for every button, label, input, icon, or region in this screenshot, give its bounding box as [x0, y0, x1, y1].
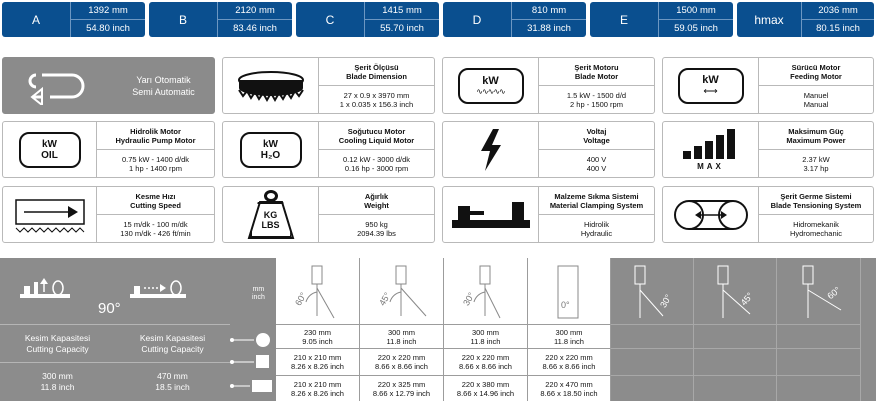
- dimension-key: E: [619, 12, 628, 27]
- rect-capacity-mm: 220 x 380 mm: [461, 379, 510, 389]
- motor-icon: [443, 58, 539, 113]
- angle-column-right-30: [611, 258, 694, 401]
- card-title-tr: Şerit Motoru: [574, 62, 619, 72]
- wave-icon: ∿∿∿∿∿: [476, 87, 505, 96]
- card-value: Hydraulic: [580, 228, 613, 238]
- card-title-tr: Sürücü Motor: [791, 62, 841, 72]
- capacity-tr: Kesim Kapasitesi: [24, 332, 91, 343]
- blade-angle-30-icon: [444, 258, 528, 324]
- double-arrow-icon: ⟷: [703, 86, 718, 97]
- round-capacity-inch: 9.05 inch: [302, 336, 333, 346]
- dimension-key: hmax: [754, 12, 784, 27]
- card-title-en: Feeding Motor: [790, 71, 842, 81]
- rect-capacity-mm: 220 x 470 mm: [545, 379, 593, 389]
- capacity-en: Cutting Capacity: [26, 343, 89, 354]
- capacity-inch: 11.8 inch: [40, 382, 75, 392]
- card-value: Hydromechanic: [789, 228, 843, 238]
- card-title-en: Cutting Speed: [130, 200, 181, 210]
- square-capacity-mm: 210 x 210 mm: [293, 353, 342, 362]
- blade-motor-card: [442, 57, 655, 114]
- card-value: Hidromekanik: [793, 219, 839, 229]
- angle-label: 30°: [461, 290, 477, 308]
- blade-angle-0-icon: [528, 258, 611, 324]
- capacity-mm: 300 mm: [42, 371, 73, 381]
- angle-column-right-45: [694, 258, 777, 401]
- dimension-mm: 2036 mm: [802, 2, 874, 20]
- card-title-tr: Ağırlık: [364, 191, 389, 201]
- blade-angle-right-60-icon: [777, 258, 861, 324]
- dimension-inch: 55.70 inch: [380, 23, 424, 34]
- weight-icon: [223, 187, 319, 242]
- card-value: 400 V: [586, 163, 607, 173]
- angle-label: 0°: [561, 300, 570, 310]
- square-capacity-inch: 8.66 x 8.66 inch: [542, 362, 596, 371]
- angle-90-label: 90°: [98, 300, 121, 317]
- card-value: 400 V: [586, 154, 607, 164]
- card-title-en: Hydraulic Pump Motor: [115, 135, 196, 145]
- square-capacity-mm: 220 x 220 mm: [461, 353, 510, 362]
- vise-side-icon: [130, 278, 186, 309]
- blade-angle-right-30-icon: [611, 258, 694, 324]
- card-title-tr: Voltaj: [586, 126, 607, 136]
- power-bars-icon: [663, 122, 759, 177]
- vise-center-icon: [20, 278, 70, 309]
- square-capacity-inch: 8.66 x 8.66 inch: [459, 362, 512, 371]
- square-shape-marker: [230, 352, 276, 372]
- card-value: 0.12 kW - 3000 d/dk: [342, 154, 411, 164]
- motor-icon-sublabel: OIL: [41, 149, 58, 161]
- dimension-mm: 2120 mm: [218, 2, 292, 20]
- motor-icon-sublabel: H₂O: [260, 149, 281, 161]
- rect-capacity-inch: 8.66 x 12.79 inch: [372, 388, 431, 398]
- rect-capacity-inch: 8.66 x 14.96 inch: [456, 388, 515, 398]
- hydraulic-motor-card: [2, 121, 215, 178]
- speed-arrow-icon: [3, 187, 97, 242]
- motor-icon-label: kW: [263, 138, 278, 150]
- blade-angle-45-icon: [360, 258, 444, 324]
- voltage-card: [442, 121, 655, 178]
- rect-capacity-mm: 210 x 210 mm: [293, 379, 342, 389]
- card-title-en: Voltage: [583, 135, 610, 145]
- weight-icon-kg: KG: [263, 209, 278, 220]
- card-title-en: Material Clamping System: [549, 200, 644, 210]
- round-capacity-mm: 300 mm: [555, 327, 583, 337]
- card-title-tr: Hidrolik Motor: [130, 126, 181, 136]
- card-value: 0.75 kW - 1400 d/dk: [121, 154, 190, 164]
- cycle-arrow-icon: [3, 58, 113, 113]
- vise-icon: [443, 187, 539, 242]
- card-value: 3.17 hp: [803, 163, 829, 173]
- card-value: 1.5 kW - 1500 d/d: [566, 90, 627, 100]
- cutting-capacity-section: [0, 258, 876, 401]
- rect-capacity-inch: 8.26 x 8.26 inch: [291, 388, 344, 398]
- rect-capacity-inch: 8.66 x 18.50 inch: [540, 388, 598, 398]
- round-shape-marker: [230, 330, 276, 350]
- card-title-en: Blade Motor: [574, 71, 619, 81]
- dimension-b: [149, 2, 292, 37]
- weight-icon-lbs: LBS: [261, 219, 280, 230]
- weight-card: [222, 186, 435, 243]
- card-value: 15 m/dk - 100 m/dk: [123, 219, 188, 229]
- angle-label: 45°: [377, 290, 393, 308]
- dimension-key: A: [31, 12, 40, 27]
- unit-mm: mm: [252, 286, 265, 293]
- capacity-tr: Kesim Kapasitesi: [139, 332, 206, 343]
- dimension-mm: 1392 mm: [71, 2, 145, 20]
- semi-automatic-card: [2, 57, 215, 114]
- angle-column-0: [528, 258, 611, 401]
- round-capacity-inch: 11.8 inch: [386, 336, 417, 346]
- card-value: Manual: [803, 99, 829, 109]
- unit-inch: inch: [252, 294, 265, 301]
- angle-column-30: [444, 258, 528, 401]
- max-power-card: [662, 121, 874, 178]
- round-capacity-inch: 11.8 inch: [470, 336, 501, 346]
- card-title-tr: Soğutucu Motor: [347, 126, 406, 136]
- dimension-inch: 80.15 inch: [816, 23, 860, 34]
- dimension-d: [443, 2, 586, 37]
- round-capacity-inch: 11.8 inch: [554, 336, 584, 346]
- dimension-key: C: [325, 12, 335, 27]
- card-title-tr: Şerit Ölçüsü: [354, 62, 399, 72]
- card-title-tr: Şerit Germe Sistemi: [780, 191, 852, 201]
- card-value: 2.37 kW: [802, 154, 830, 164]
- card-value: 950 kg: [365, 219, 388, 229]
- rectangle-shape-marker: [230, 376, 276, 396]
- capacity-inch: 18.5 inch: [155, 382, 190, 392]
- tensioning-card: [662, 186, 874, 243]
- angle-label: 45°: [738, 290, 756, 308]
- square-capacity-inch: 8.66 x 8.66 inch: [375, 362, 428, 371]
- round-capacity-mm: 300 mm: [387, 327, 416, 337]
- card-title-en: Blade Tensioning System: [770, 200, 862, 210]
- card-title-tr: Kesme Hızı: [135, 191, 176, 201]
- dimension-c: [296, 2, 439, 37]
- card-title-tr: Maksimum Güç: [788, 126, 844, 136]
- angle-label: 30°: [658, 292, 674, 310]
- blade-angle-right-45-icon: [694, 258, 777, 324]
- round-capacity-mm: 300 mm: [471, 327, 500, 337]
- dimension-inch: 54.80 inch: [86, 23, 130, 34]
- max-label: MAX: [697, 161, 724, 171]
- dimension-mm: 1500 mm: [659, 2, 733, 20]
- card-title-en: Maximum Power: [786, 135, 846, 145]
- cutting-speed-card: [2, 186, 215, 243]
- dimension-e: [590, 2, 733, 37]
- motor-icon-label: kW: [702, 74, 719, 86]
- round-capacity-mm: 230 mm: [303, 327, 332, 337]
- motor-icon: [663, 58, 759, 113]
- rect-capacity-mm: 220 x 325 mm: [377, 379, 426, 389]
- card-value: 2 hp - 1500 rpm: [570, 99, 623, 109]
- semi-auto-en: Semi Automatic: [132, 86, 195, 97]
- card-value: Hidrolik: [583, 219, 609, 229]
- angle-column-60: [276, 258, 360, 401]
- card-value: 1 hp - 1400 rpm: [129, 163, 182, 173]
- angle-label: 60°: [293, 290, 309, 308]
- feeding-motor-card: [662, 57, 874, 114]
- dimension-key: D: [472, 12, 482, 27]
- dimension-inch: 59.05 inch: [674, 23, 718, 34]
- card-value: 2094.39 lbs: [357, 228, 396, 238]
- dimension-mm: 1415 mm: [365, 2, 439, 20]
- angle-column-right-60: [777, 258, 861, 401]
- card-value: 130 m/dk - 426 ft/min: [120, 228, 191, 238]
- square-capacity-mm: 220 x 220 mm: [545, 353, 593, 362]
- card-title-tr: Malzeme Sıkma Sistemi: [554, 191, 639, 201]
- clamping-card: [442, 186, 655, 243]
- angle-column-45: [360, 258, 444, 401]
- blade-angle-60-icon: [276, 258, 360, 324]
- semi-auto-tr: Yarı Otomatik: [136, 74, 191, 85]
- oil-motor-icon: [3, 122, 97, 177]
- saw-blade-icon: [223, 58, 319, 113]
- capacity-value-row: [0, 362, 230, 401]
- card-title-en: Weight: [364, 200, 389, 210]
- card-value: Manuel: [803, 90, 829, 100]
- square-capacity-inch: 8.26 x 8.26 inch: [291, 362, 344, 371]
- motor-icon-label: kW: [482, 75, 499, 87]
- dimension-mm: 810 mm: [512, 2, 586, 20]
- capacity-mm: 470 mm: [157, 371, 188, 381]
- dimension-a: [2, 2, 145, 37]
- capacity-header-row: [0, 324, 230, 362]
- dimension-key: B: [178, 12, 187, 27]
- capacity-en: Cutting Capacity: [141, 343, 204, 354]
- blade-dimension-card: [222, 57, 435, 114]
- unit-labels: [252, 286, 265, 302]
- dimension-hmax: [737, 2, 874, 37]
- card-value: 0.16 hp - 3000 rpm: [344, 163, 409, 173]
- card-value: 27 x 0.9 x 3970 mm: [343, 90, 410, 100]
- dimension-inch: 83.46 inch: [233, 23, 277, 34]
- card-title-en: Cooling Liquid Motor: [338, 135, 415, 145]
- card-value: 1 x 0.035 x 156.3 inch: [339, 99, 414, 109]
- angle-label: 60°: [825, 284, 843, 302]
- motor-icon-label: kW: [42, 138, 57, 150]
- lightning-icon: [443, 122, 539, 177]
- card-title-en: Blade Dimension: [346, 71, 407, 81]
- square-capacity-mm: 220 x 220 mm: [377, 353, 426, 362]
- dimension-inch: 31.88 inch: [527, 23, 571, 34]
- blade-tension-icon: [663, 187, 759, 242]
- coolant-motor-icon: [223, 122, 319, 177]
- cooling-motor-card: [222, 121, 435, 178]
